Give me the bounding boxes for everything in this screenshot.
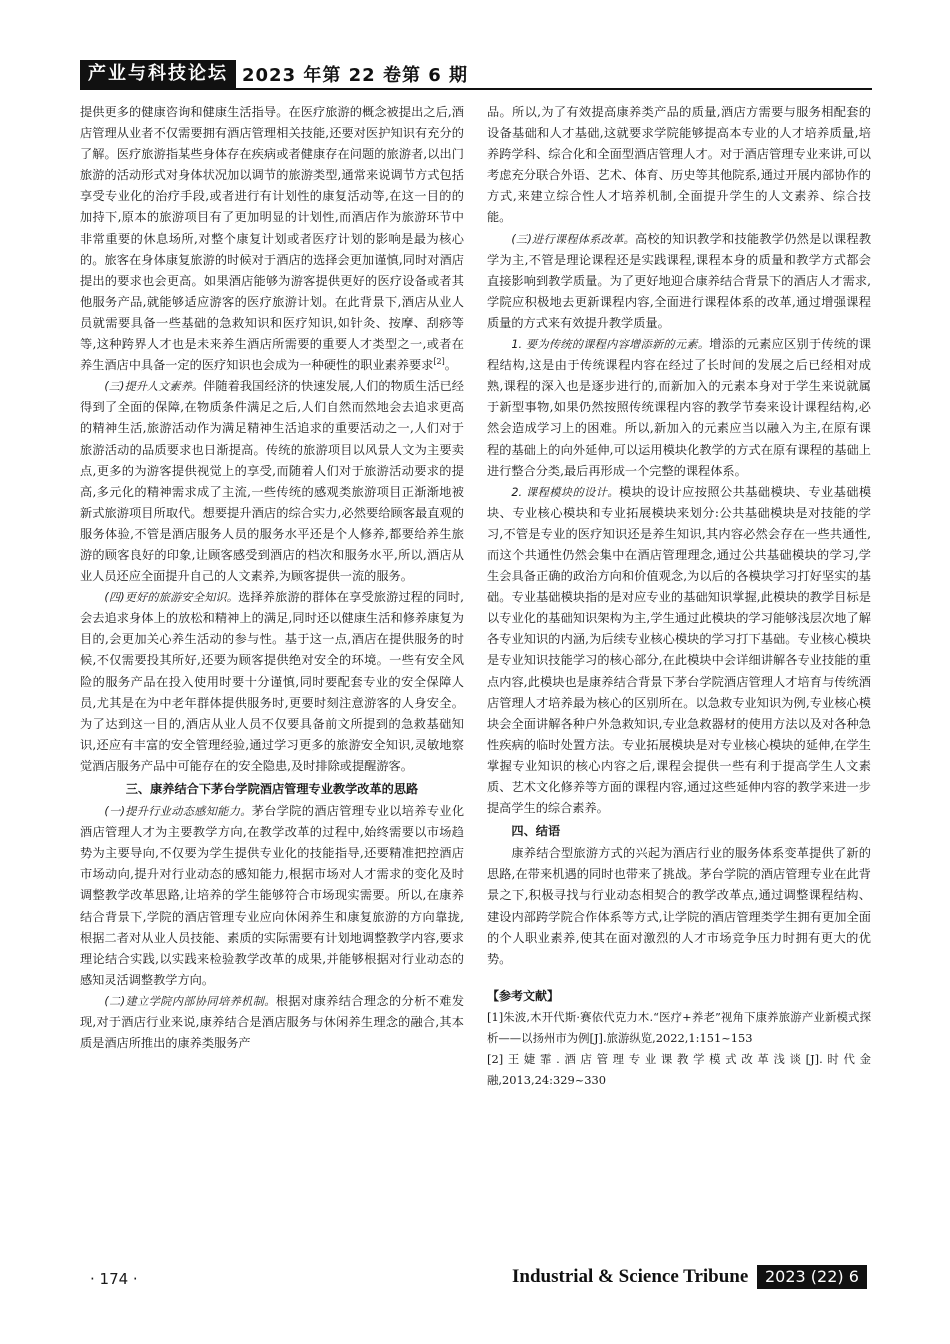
section-title: 三、康养结合下茅台学院酒店管理专业教学改革的思路 [125, 782, 419, 796]
references [487, 986, 871, 1091]
paragraph: (三)提升人文素养。伴随着我国经济的快速发展,人们的物质生活已经得到了全面的保障,在物质条件满足之后,人们自然而然地会去追求更高的精神生活,旅游活动作为满足精神生活追求的重要活动之一,人们对于旅游活动的品质要求也日渐提高。传统的旅游项目以风景人文为主要卖点,更多的为游客提供视觉上的享受,而随着人们对于旅游活动要求的提高,多元化的精神需求成了主流,一些传统的感观类旅游项目正渐渐地被新式旅游项目所取代。想要提升酒店的综合实力,必然要给顾客最直观的服务体验,不管是酒店服务人员的服务水平还是个人修养,都要给养生旅游的顾客良好的印象,让顾客感受到酒店的档次和服务水平,所以,酒店从业人员还应全面提升自己的人文素养,为顾客提供一流的服务。 [80, 379, 464, 584]
reference-item: [1]朱波,木开代斯·赛依代克力木.“医疗+养老”视角下康养旅游产业新模式探析——以扬州市为例[J].旅游纵览,2022,1:151~153 [487, 1009, 871, 1045]
subsection-title: (四)更好的旅游安全知识。 [104, 591, 239, 605]
right-column [487, 102, 871, 1091]
paragraph: 2. 课程模块的设计。模块的设计应按照公共基础模块、专业基础模块、专业核心模块和专业拓展模块来划分:公共基础模块是对技能的学习,不管是专业的医疗知识还是养生知识,其内容必然会存在一些共通性,而这个共通性仍然会集中在酒店管理理念,通过公共基础模块的学习,学生会具备正确的政治方向和价值观念,为以后的各模块学习打好坚实的基础。专业基础模块指的是对应专业的基础知识掌握,此模块的教学目标是以专业化的基础知识架构为主,学生通过此模块的学习能够浅层次地了解各专业知识的内涵,为后续专业核心模块的学习打下基础。专业核心模块是专业知识技能学习的核心部分,在此模块中会详细讲解各专业技能的重点内容,此模块也是康养结合背景下茅台学院酒店管理人才培育与传统酒店管理人才培养最为核心的区别所在。以急救专业知识为例,专业核心模块会全面讲解各种户外急救知识,专业急救器材的使用方法以及对各种急性疾病的临时处置方法。专业拓展模块是对专业核心模块的延伸,在学生掌握专业知识的核心内容之后,课程会提供一些有利于提高学生人文素质、艺术文化修养等方面的课程内容,通过这些延伸内容的教学来进一步提高学生的综合素养。 [487, 484, 872, 816]
paragraph: (一)提升行业动态感知能力。茅台学院的酒店管理专业以培养专业化酒店管理人才为主要教学方向,在教学改革的过程中,始终需要以市场趋势为主要导向,不仅要为学生提供专业化的技能指导,还要精准把控酒店市场动向,提升对行业动态的感知能力,根据市场对人才需求的变化及时调整教学改革思路,让培养的学生能够符合市场现实需要。所以,在康养结合背景下,学院的酒店管理专业应向休闲养生和康复旅游的方向靠拢,根据二者对从业人员技能、素质的实际需要有计划地调整教学内容,要求理论结合实践,以实践来检验教学改革的成果,并能够根据对行业动态的感知灵活调整教学方向。 [80, 804, 465, 987]
subsection-title: (三)进行课程体系改革。 [511, 232, 635, 246]
subsection-title: (二)建立学院内部协同培养机制。 [104, 994, 276, 1008]
section-title: 四、结语 [511, 824, 561, 839]
journal-header [80, 60, 468, 88]
issue-info: 2023 年第 22 卷第 6 期 [242, 65, 469, 86]
page-number: · 174 · [90, 1270, 138, 1288]
left-column [80, 102, 464, 1054]
subsection-title: (一)提升行业动态感知能力。 [104, 805, 252, 819]
paragraph: (四)更好的旅游安全知识。选择养旅游的群体在享受旅游过程的同时,会去追求身体上的放松和精神上的满足,同时还以健康生活和修养康复为目的,会更加关心养生活动的参与性。基于这一点,酒店在提供服务的时候,不仅需要投其所好,还要为顾客提供绝对安全的环境。一些有安全风险的服务产品在投入使用时要十分谨慎,同时要配套专业的安全保障人员,尤其是在为中老年群体提供服务时,更要时刻注意游客的人身安全。为了达到这一目的,酒店从业人员不仅要具备前文所提到的急救基础知识,还应有丰富的安全管理经验,通过学习更多的旅游安全知识,灵敏地察觉酒店服务产品中可能存在的安全隐患,及时排除或提醒游客。 [80, 590, 465, 773]
subsection-title: 1. 要为传统的课程内容增添新的元素。 [511, 338, 710, 352]
paragraph: (二)建立学院内部协同培养机制。根据对康养结合理念的分析不难发现,对于酒店行业来说,康养结合是酒店服务与休闲养生理念的融合,其本质是酒店所推出的康养类服务产 [80, 993, 465, 1051]
citation: [2] [433, 357, 445, 367]
reference-item: [2]王婕霏.酒店管理专业课教学模式改革浅谈[J].时代金融,2013,24:329~330 [487, 1051, 871, 1087]
paragraph: 康养结合型旅游方式的兴起为酒店行业的服务体系变革提供了新的思路,在带来机遇的同时也带来了挑战。茅台学院的酒店管理专业在此背景之下,积极寻找与行业动态相契合的教学改革点,通过调整课程结构、建设内部跨学院合作体系等方式,让学院的酒店管理类学生拥有更加全面的个人职业素养,使其在面对激烈的人才市场竞争压力时拥有更大的优势。 [487, 846, 871, 966]
paragraph: 品。所以,为了有效提高康养类产品的质量,酒店方需要与服务相配套的设备基础和人才基础,这就要求学院能够提高本专业的人才培养质量,培养跨学科、综合化和全面型酒店管理人才。对于酒店管理专业来讲,可以考虑充分联合外语、艺术、体育、历史等其他院系,通过开展内部协作的方式,来建立综合性人才培养机制,全面提升学生的人文素养、综合技能。 [487, 105, 871, 225]
header-rule [80, 88, 872, 90]
subsection-title: (三)提升人文素养。 [104, 380, 204, 394]
journal-name: 产业与科技论坛 [80, 60, 236, 88]
paragraph: (三)进行课程体系改革。高校的知识教学和技能教学仍然是以课程教学为主,不管是理论课程还是实践课程,课程本身的质量和教学方式都会直接影响到教学质量。为了更好地迎合康养结合背景下的酒店人才需求,学院应积极地去更新课程内容,全面进行课程体系的改革,通过增强课程质量的方式来有效提升教学质量。 [487, 231, 872, 330]
paragraph: 1. 要为传统的课程内容增添新的元素。增添的元素应区别于传统的课程结构,这是由于传统课程内容在经过了长时间的发展之后已经相对成熟,课程的深入也是逐步进行的,而新加入的元素本身对于学生来说就属于新型事物,如果仍然按照传统课程内容的教学节奏来设计课程结构,必然会造成学习上的困难。所以,新加入的元素应当以融入为主,在原有课程的基础上的向外延伸,可以运用模块化教学的方式在原有课程的基础上进行整合分类,最后再形成一个完整的课程体系。 [487, 337, 872, 478]
paragraph: 提供更多的健康咨询和健康生活指导。在医疗旅游的概念被提出之后,酒店管理从业者不仅需要拥有酒店管理相关技能,还要对医护知识有充分的了解。医疗旅游指某些身体存在疾病或者健康存在问题的旅游者,以出门旅游的活动形式对身体状况加以调节的旅游类型,通常来说调节方式包括享受专业化的治疗手段,或者进行有计划性的康复活动等,在这一目的的加持下,原本的旅游项目有了更加明显的计划性,而酒店作为旅游环节中非常重要的休息场所,对整个康复计划或者医疗计划的影响是最为核心的。旅客在身体康复旅游的时候对于酒店的选择会更加谨慎,同时对酒店提出的要求也会更高。如果酒店能够为游客提供更好的医疗设备或者其他服务产品,就能够适应游客的医疗旅游计划。在此背景下,酒店从业人员就需要具备一些基础的急救知识和医疗知识,如针灸、按摩、刮痧等等,这种跨界人才也是未来养生酒店所需要的重要人才类型之一,或者在养生酒店中具备一定的医疗知识也会成为一种硬性的职业素养要求[2]。 [80, 105, 464, 373]
subsection-title: 2. 课程模块的设计。 [511, 485, 620, 499]
references-title: 【参考文献】 [487, 988, 560, 1003]
journal-english-name: Industrial & Science Tribune [512, 1266, 749, 1287]
footer-issue: 2023 (22) 6 [757, 1265, 867, 1289]
